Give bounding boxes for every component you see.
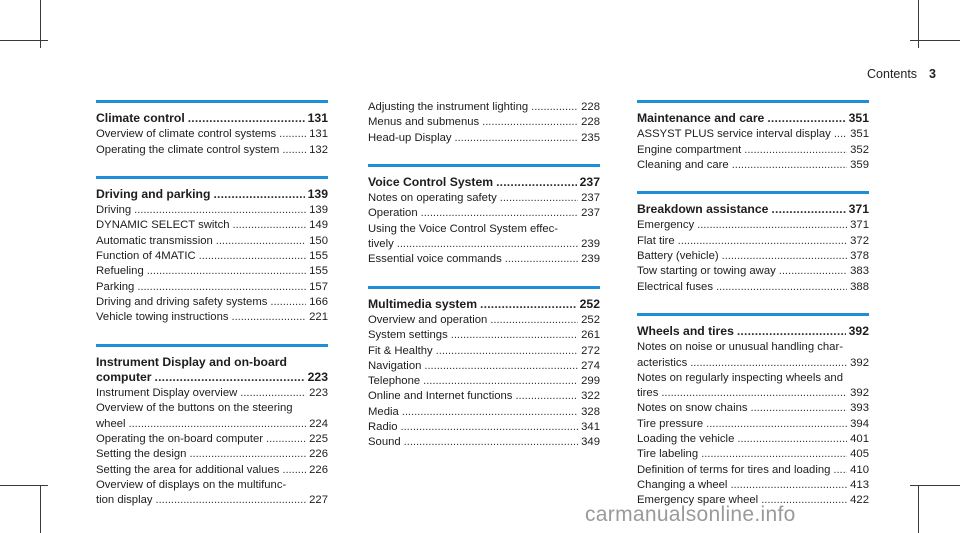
page-number: 349 <box>581 436 600 449</box>
dot-leader <box>490 313 578 328</box>
crop-mark <box>0 40 48 41</box>
toc-entry[interactable] <box>637 356 869 371</box>
page-header <box>780 67 936 81</box>
entry-label: Fit & Healthy <box>368 344 433 357</box>
page-number: 272 <box>581 344 600 357</box>
dot-leader <box>771 202 845 217</box>
page-number: 235 <box>581 131 600 144</box>
page-number: 359 <box>850 158 869 171</box>
toc-column-1 <box>96 100 328 527</box>
page-number: 341 <box>581 421 600 434</box>
dot-leader <box>270 295 306 310</box>
toc-entry[interactable] <box>368 359 600 374</box>
entry-label: Emergency <box>637 219 695 232</box>
dot-leader <box>701 447 847 462</box>
dot-leader <box>266 432 306 447</box>
entry-label: Radio <box>368 421 398 434</box>
entry-label: Cleaning and care <box>637 158 729 171</box>
toc-section <box>368 286 600 451</box>
entry-wrapped-line: Overview of the buttons on the steering <box>96 402 293 415</box>
toc-entry[interactable] <box>96 280 328 295</box>
page-number: 149 <box>309 219 328 232</box>
dot-leader <box>737 432 847 447</box>
page-number: 237 <box>579 174 600 189</box>
section-title[interactable] <box>96 187 328 202</box>
section-rule <box>637 313 869 316</box>
entry-label: acteristics <box>637 356 688 369</box>
toc-entry[interactable] <box>637 218 869 233</box>
toc-entry[interactable] <box>96 249 328 264</box>
section-title[interactable] <box>637 324 869 339</box>
page-number: 405 <box>850 448 869 461</box>
toc-entry[interactable] <box>637 158 869 173</box>
toc-entry[interactable] <box>637 401 869 416</box>
dot-leader <box>751 401 848 416</box>
page-number: 372 <box>850 234 869 247</box>
section-title[interactable] <box>96 111 328 126</box>
entry-label: Media <box>368 405 399 418</box>
entry-label: Engine compartment <box>637 143 742 156</box>
dot-leader <box>401 420 579 435</box>
toc-entry[interactable] <box>96 218 328 233</box>
dot-leader <box>233 218 307 233</box>
toc-entry[interactable] <box>637 143 869 158</box>
entry-label: Overview and operation <box>368 313 488 326</box>
entry-label: Sound <box>368 436 401 449</box>
toc-entry[interactable] <box>96 432 328 447</box>
page-number: 299 <box>581 375 600 388</box>
section-title[interactable] <box>637 202 869 217</box>
page-number: 410 <box>850 463 869 476</box>
page-number: 131 <box>307 111 328 125</box>
entry-label: Tire pressure <box>637 417 704 430</box>
toc-entry[interactable] <box>368 206 600 221</box>
toc-entry[interactable] <box>96 463 328 478</box>
toc-entry[interactable] <box>96 295 328 310</box>
toc-entry[interactable] <box>96 447 328 462</box>
entry-label: Definition of terms for tires and loading <box>637 463 831 476</box>
section-title-label: Voice Control System <box>368 174 494 189</box>
page-number: 378 <box>850 250 869 263</box>
page-number: 226 <box>309 448 328 461</box>
dot-leader <box>706 417 847 432</box>
toc-entry[interactable] <box>637 463 869 478</box>
dot-leader <box>188 111 305 126</box>
page-number: 352 <box>850 143 869 156</box>
entry-label: Telephone <box>368 375 421 388</box>
entry-wrapped-line: Using the Voice Control System effec- <box>368 222 559 235</box>
page-number: 328 <box>581 405 600 418</box>
dot-leader <box>779 264 847 279</box>
page-number: 224 <box>309 417 328 430</box>
page-number: 139 <box>309 204 328 217</box>
dot-leader <box>482 115 578 130</box>
toc-entry[interactable] <box>368 191 600 206</box>
toc-entry[interactable] <box>368 374 600 389</box>
toc-entry[interactable] <box>637 447 869 462</box>
toc-entry[interactable] <box>368 252 600 267</box>
entry-label: tires <box>637 387 659 400</box>
entry-label: wheel <box>96 417 126 430</box>
toc-entry[interactable] <box>637 386 869 401</box>
section-rule <box>637 100 869 103</box>
section-title-label: Multimedia system <box>368 296 478 311</box>
toc-section <box>96 176 328 326</box>
entry-label: Function of 4MATIC <box>96 250 196 263</box>
toc-section <box>368 100 600 146</box>
toc-entry[interactable] <box>368 389 600 404</box>
dot-leader <box>232 310 307 325</box>
toc-entry[interactable] <box>637 127 869 142</box>
page-number: 155 <box>309 265 328 278</box>
dot-leader <box>213 187 304 202</box>
dot-leader <box>137 280 306 295</box>
entry-label: Loading the vehicle <box>637 433 735 446</box>
page-number: 155 <box>309 250 328 263</box>
page-number: 413 <box>850 478 869 491</box>
entry-label: tively <box>368 238 394 251</box>
section-title[interactable] <box>96 370 328 385</box>
toc-entry[interactable] <box>96 143 328 158</box>
dot-leader <box>134 203 306 218</box>
page-number: 388 <box>850 280 869 293</box>
page-number: 252 <box>581 313 600 326</box>
crop-mark <box>40 485 41 533</box>
page-number: 351 <box>848 111 869 125</box>
entry-label: Automatic transmission <box>96 234 213 247</box>
entry-label: Setting the area for additional values <box>96 463 280 476</box>
entry-label: Head-up Display <box>368 131 452 144</box>
dot-leader <box>678 234 847 249</box>
entry-label: Vehicle towing instructions <box>96 311 229 324</box>
dot-leader <box>436 344 578 359</box>
page-number: 228 <box>581 101 600 113</box>
section-title-label: computer <box>96 369 152 384</box>
entry-label: Emergency spare wheel <box>637 494 759 507</box>
dot-leader <box>147 264 306 279</box>
toc-entry[interactable] <box>637 249 869 264</box>
toc-entry[interactable] <box>96 310 328 325</box>
toc-entry[interactable] <box>637 264 869 279</box>
page-number: 225 <box>309 433 328 446</box>
dot-leader <box>496 175 577 190</box>
page-number: 371 <box>850 219 869 232</box>
entry-wrapped-line: Notes on regularly inspecting wheels and <box>637 371 843 384</box>
section-title[interactable] <box>368 175 600 190</box>
section-rule <box>96 344 328 347</box>
page-number: 223 <box>307 369 328 384</box>
entry-label: Operating the on-board computer <box>96 433 264 446</box>
toc-entry[interactable] <box>96 264 328 279</box>
entry-label: ASSYST PLUS service interval display <box>637 128 831 141</box>
section-title[interactable] <box>368 297 600 312</box>
crop-mark <box>0 485 48 486</box>
page-number: 228 <box>581 116 600 129</box>
toc-entry[interactable] <box>637 432 869 447</box>
page-number: 392 <box>850 387 869 400</box>
entry-label: System settings <box>368 329 448 342</box>
entry-label: Online and Internet functions <box>368 390 513 403</box>
toc-column-3 <box>637 100 869 527</box>
entry-label: DYNAMIC SELECT switch <box>96 219 230 232</box>
toc-entry[interactable] <box>368 313 600 328</box>
dot-leader <box>402 405 578 420</box>
page-number: 239 <box>581 238 600 251</box>
dot-leader <box>129 417 307 432</box>
toc-entry[interactable] <box>96 386 328 401</box>
section-title-line: Instrument Display and on-board <box>96 354 287 369</box>
dot-leader <box>661 386 847 401</box>
toc-entry[interactable] <box>96 493 328 508</box>
entry-wrapped-line: Overview of displays on the multifunc- <box>96 478 287 491</box>
toc-entry[interactable] <box>96 127 328 142</box>
entry-label: Navigation <box>368 359 422 372</box>
dot-leader <box>282 463 306 478</box>
toc-entry[interactable] <box>368 420 600 435</box>
entry-label: Driving <box>96 204 132 217</box>
page-number: 239 <box>581 253 600 266</box>
entry-label: Menus and submenus <box>368 116 480 129</box>
toc-entry[interactable] <box>96 417 328 432</box>
page-number: 157 <box>309 280 328 293</box>
page-number: 322 <box>581 390 600 403</box>
dot-leader <box>834 127 847 142</box>
dot-leader <box>730 478 847 493</box>
entry-label: Driving and driving safety systems <box>96 295 268 308</box>
section-title-label: Driving and parking <box>96 186 211 201</box>
entry-label: Notes on snow chains <box>637 402 748 415</box>
dot-leader <box>716 280 847 295</box>
dot-leader <box>744 143 847 158</box>
dot-leader <box>515 389 578 404</box>
toc-entry[interactable] <box>368 435 600 450</box>
dot-leader <box>216 234 306 249</box>
page-number: 371 <box>848 202 869 217</box>
page-number: 274 <box>581 359 600 372</box>
entry-label: Tow starting or towing away <box>637 265 776 278</box>
toc-section <box>368 164 600 268</box>
dot-leader <box>480 297 577 312</box>
page-number: 401 <box>850 433 869 446</box>
dot-leader <box>531 100 578 115</box>
toc-entry[interactable] <box>637 234 869 249</box>
toc-entry[interactable] <box>368 405 600 420</box>
dot-leader <box>697 218 847 233</box>
dot-leader <box>424 359 578 374</box>
page-number: 237 <box>581 207 600 220</box>
section-rule <box>637 191 869 194</box>
section-title-label: Climate control <box>96 111 185 125</box>
entry-label: Battery (vehicle) <box>637 250 719 263</box>
entry-label: Adjusting the instrument lighting <box>368 101 529 113</box>
entry-wrapped-line: Notes on noise or unusual handling char- <box>637 341 843 354</box>
toc-entry[interactable] <box>637 478 869 493</box>
toc-section <box>637 313 869 509</box>
page-number: 261 <box>581 329 600 342</box>
entry-label: Tire labeling <box>637 448 699 461</box>
page-number: 351 <box>850 128 869 141</box>
dot-leader <box>500 191 578 206</box>
page-number: 223 <box>309 387 328 400</box>
dot-leader <box>199 249 307 264</box>
toc-entry[interactable] <box>368 237 600 252</box>
entry-label: Overview of climate control systems <box>96 128 277 141</box>
toc-section <box>637 191 869 295</box>
toc-column-2 <box>368 100 600 469</box>
section-title-label: Maintenance and care <box>637 111 765 125</box>
toc-entry[interactable] <box>368 100 600 115</box>
entry-label: Changing a wheel <box>637 478 728 491</box>
entry-label: Notes on operating safety <box>368 192 497 205</box>
dot-leader <box>767 111 845 126</box>
dot-leader <box>279 127 306 142</box>
toc-entry[interactable] <box>368 328 600 343</box>
dot-leader <box>240 386 306 401</box>
page-number: 237 <box>581 192 600 205</box>
page-number: 221 <box>309 311 328 324</box>
toc-section <box>96 344 328 509</box>
dot-leader <box>732 158 847 173</box>
page-number: 422 <box>850 494 869 507</box>
toc-entry[interactable] <box>96 203 328 218</box>
page-number: 139 <box>307 186 328 201</box>
entry-label: Flat tire <box>637 234 675 247</box>
page-number: 383 <box>850 265 869 278</box>
page-number: 227 <box>309 494 328 507</box>
entry-label: Instrument Display overview <box>96 387 238 400</box>
page-number: 132 <box>309 143 328 156</box>
page-number: 226 <box>309 463 328 476</box>
header-page-number: 3 <box>929 67 936 81</box>
section-title[interactable] <box>637 111 869 126</box>
page-number: 166 <box>309 295 328 308</box>
dot-leader <box>404 435 578 450</box>
crop-mark <box>918 485 919 533</box>
section-rule <box>96 100 328 103</box>
page-number: 150 <box>309 234 328 247</box>
toc-section <box>637 100 869 173</box>
dot-leader <box>737 324 846 339</box>
entry-label: Operation <box>368 207 418 220</box>
dot-leader <box>189 447 306 462</box>
toc-entry[interactable] <box>637 417 869 432</box>
watermark: carmanualsonline.info <box>585 503 796 526</box>
entry-label: Setting the design <box>96 448 187 461</box>
toc-entry[interactable] <box>368 344 600 359</box>
crop-mark <box>910 40 960 41</box>
dot-leader <box>455 131 579 146</box>
toc-entry[interactable] <box>368 131 600 146</box>
page-number: 392 <box>848 323 869 338</box>
dot-leader <box>156 493 307 508</box>
dot-leader <box>833 463 847 478</box>
section-title-label: Breakdown assistance <box>637 202 769 217</box>
dot-leader <box>451 328 578 343</box>
entry-label: tion display <box>96 494 153 507</box>
dot-leader <box>690 356 847 371</box>
section-title-label: Wheels and tires <box>637 323 734 338</box>
page-number: 394 <box>850 417 869 430</box>
dot-leader <box>722 249 848 264</box>
dot-leader <box>423 374 578 389</box>
section-rule <box>96 176 328 179</box>
toc-entry[interactable] <box>96 234 328 249</box>
entry-label: Parking <box>96 280 135 293</box>
dot-leader <box>397 237 578 252</box>
section-rule <box>368 164 600 167</box>
entry-label: Essential voice commands <box>368 253 502 266</box>
section-rule <box>368 286 600 289</box>
dot-leader <box>282 143 306 158</box>
header-title: Contents <box>867 67 918 81</box>
page-number: 252 <box>579 296 600 311</box>
toc-section <box>96 100 328 158</box>
dot-leader <box>155 370 305 385</box>
page-number: 392 <box>850 356 869 369</box>
entry-label: Electrical fuses <box>637 280 713 293</box>
crop-mark <box>910 485 960 486</box>
entry-label: Refueling <box>96 265 144 278</box>
dot-leader <box>421 206 579 221</box>
toc-entry[interactable] <box>637 280 869 295</box>
toc-entry[interactable] <box>368 115 600 130</box>
entry-label: Operating the climate control system <box>96 143 280 156</box>
dot-leader <box>505 252 578 267</box>
page-number: 131 <box>309 128 328 141</box>
page-number: 393 <box>850 402 869 415</box>
